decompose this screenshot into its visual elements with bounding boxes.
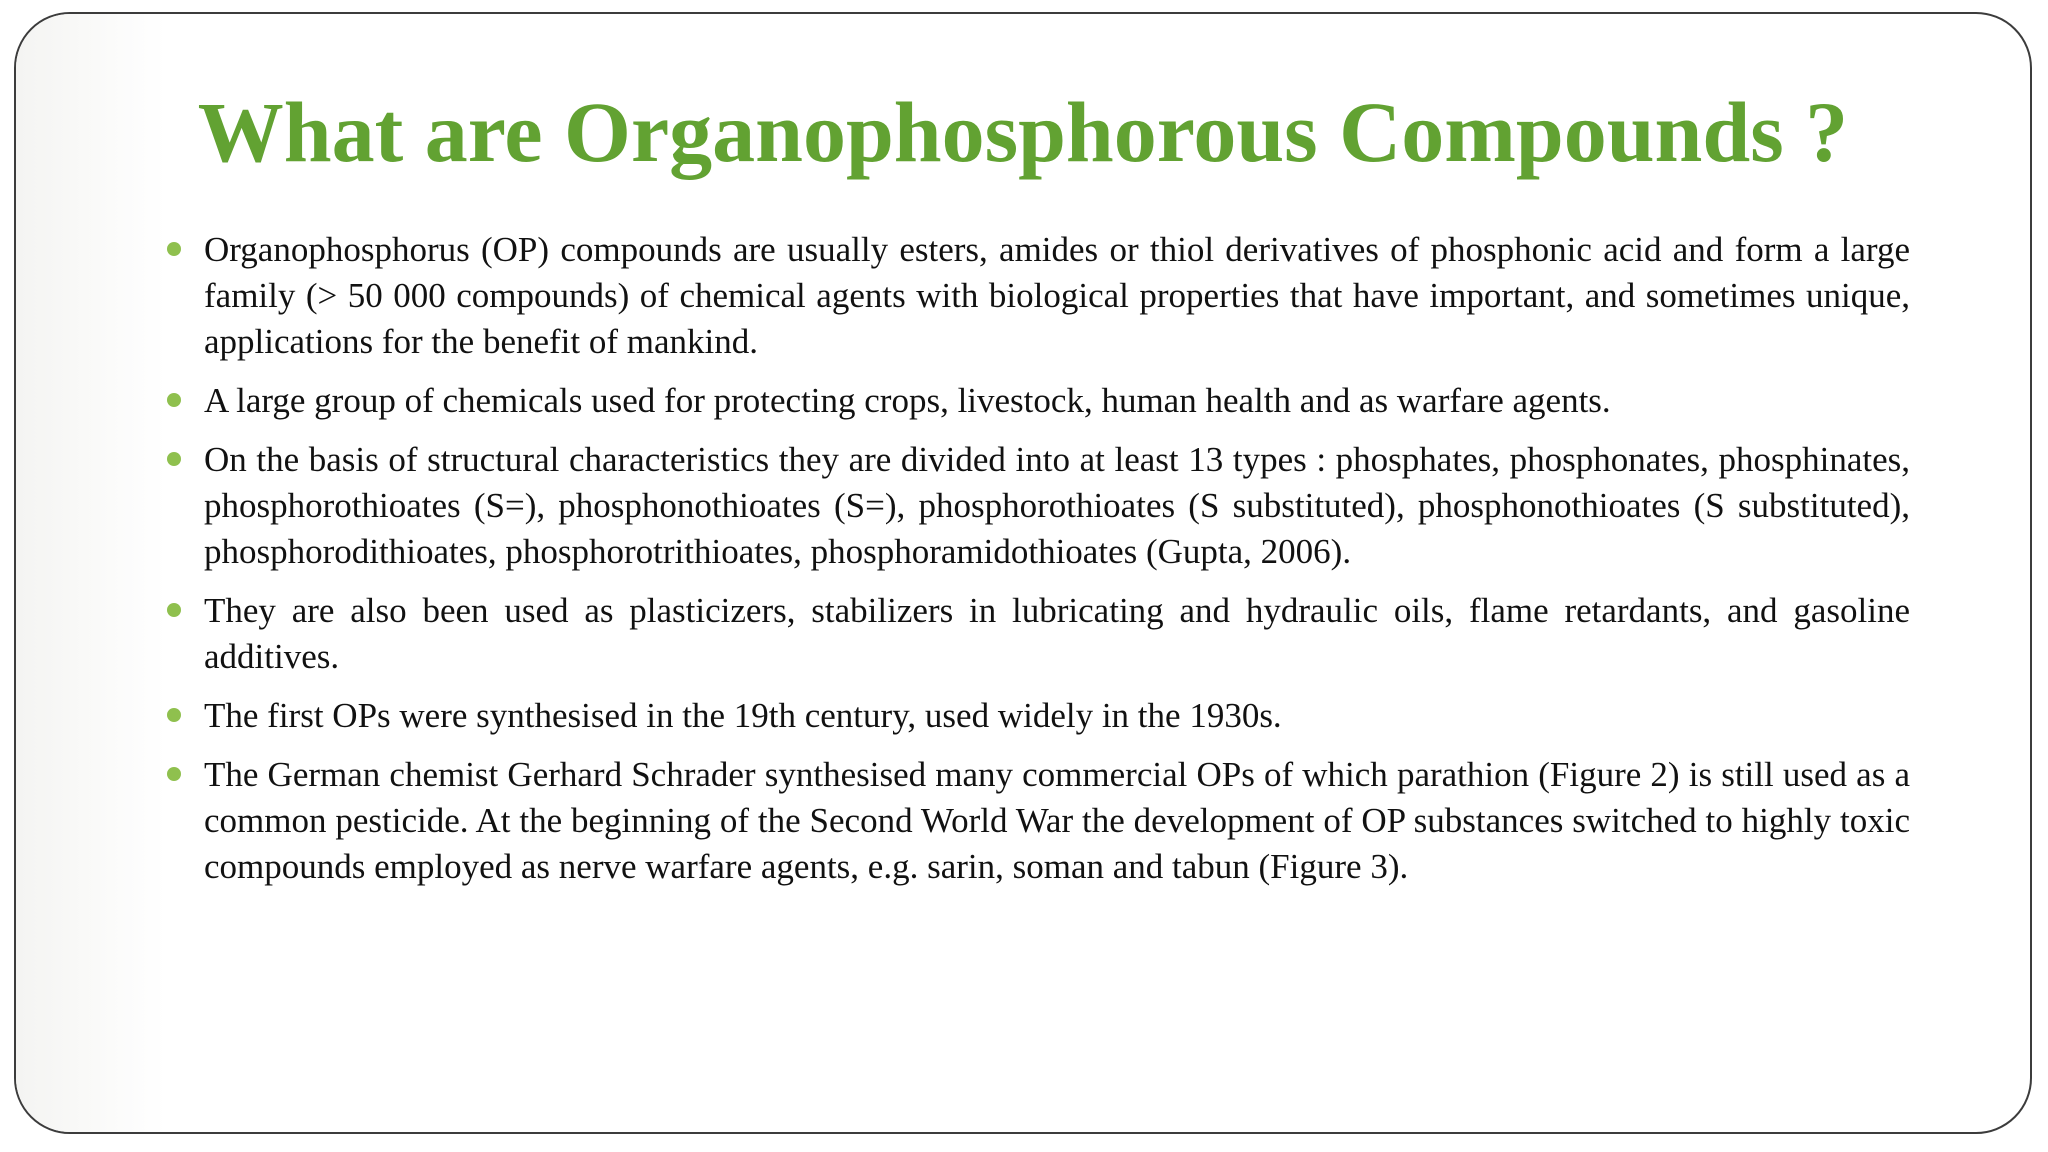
bullet-text: The first OPs were synthesised in the 19th century, used widely in the 1930s. bbox=[204, 696, 1282, 735]
bullet-text: Organophosphorus (OP) compounds are usually esters, amides or thiol derivatives of phosphonic acid and form a large family (> 50 000 compounds) of chemical agents with biological properties that have important, and sometimes unique, applications for the benefit of mankind. bbox=[204, 230, 1910, 361]
bullet-text: The German chemist Gerhard Schrader synthesised many commercial OPs of which parathion (Figure 2) is still used as a common pesticide. At the beginning of the Second World War the development of OP substances switched to highly toxic compounds employed as nerve warfare agents, e.g. sarin, soman and tabun (Figure 3). bbox=[204, 755, 1910, 886]
bullet-marker bbox=[167, 603, 181, 617]
bullet-item bbox=[204, 378, 1910, 424]
bullet-item bbox=[204, 227, 1910, 365]
bullet-marker bbox=[167, 242, 181, 256]
bullet-text: A large group of chemicals used for protecting crops, livestock, human health and as warfare agents. bbox=[204, 381, 1611, 420]
bullet-item bbox=[204, 588, 1910, 680]
bullet-list bbox=[204, 227, 1910, 903]
bullet-marker bbox=[167, 452, 181, 466]
bullet-marker bbox=[167, 767, 181, 781]
bullet-marker bbox=[167, 393, 181, 407]
bullet-item bbox=[204, 752, 1910, 890]
bullet-text: They are also been used as plasticizers, stabilizers in lubricating and hydraulic oils, flame retardants, and gasoline additives. bbox=[204, 591, 1910, 676]
bullet-text: On the basis of structural characteristics they are divided into at least 13 types : phosphates, phosphonates, phosphinates, phosphorothioates (S=), phosphonothioates (S=), phosphorothioates (S substituted), phosphonothioates (S substituted), phosphorodithioates, phosphorotrithioates, phosphoramidothioates (Gupta, 2006). bbox=[204, 440, 1910, 571]
slide bbox=[14, 12, 2032, 1134]
bullet-marker bbox=[167, 708, 181, 722]
bullet-item bbox=[204, 693, 1910, 739]
slide-title: What are Organophosphorous Compounds ? bbox=[197, 84, 1849, 180]
bullet-item bbox=[204, 437, 1910, 575]
